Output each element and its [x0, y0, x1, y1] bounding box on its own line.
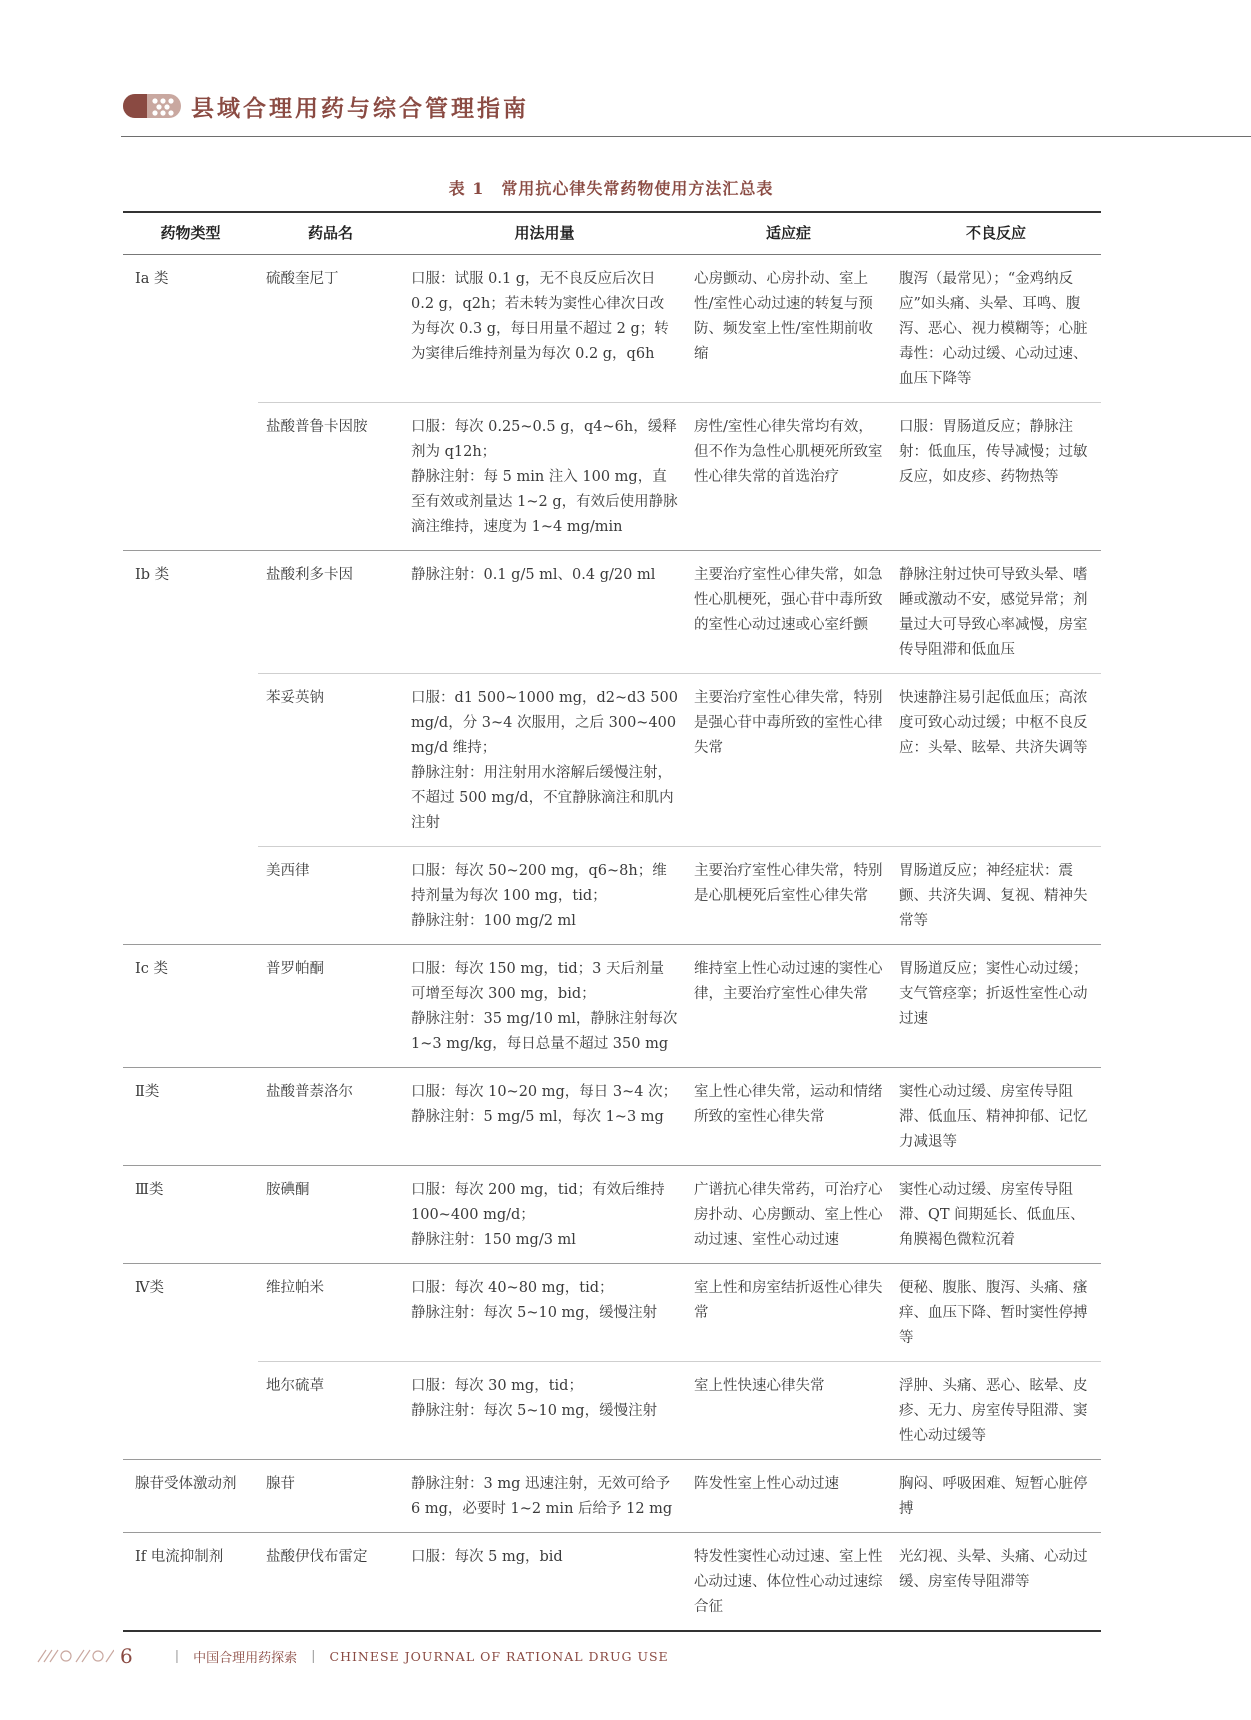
adverse-cell: 静脉注射过快可导致头晕、嗜睡或激动不安，感觉异常；剂量过大可导致心率减慢，房室传导阻滞和低血压 — [891, 551, 1101, 674]
indication-cell: 阵发性室上性心动过速 — [686, 1460, 891, 1533]
indication-cell: 房性/室性心律失常均有效，但不作为急性心肌梗死所致室性心律失常的首选治疗 — [686, 403, 891, 551]
indication-cell: 广谱抗心律失常药，可治疗心房扑动、心房颤动、室上性心动过速、室性心动过速 — [686, 1166, 891, 1264]
table-row — [123, 403, 1101, 551]
drug-name-cell: 苯妥英钠 — [258, 674, 403, 847]
header-title: 县域合理用药与综合管理指南 — [191, 94, 529, 122]
table-row — [123, 1264, 1101, 1362]
table-row — [123, 847, 1101, 945]
drug-name-cell: 盐酸普萘洛尔 — [258, 1068, 403, 1166]
adverse-cell: 口服：胃肠道反应；静脉注射：低血压，传导减慢；过敏反应，如皮疹、药物热等 — [891, 403, 1101, 551]
column-header-indication: 适应症 — [686, 212, 891, 255]
dosage-cell: 静脉注射：0.1 g/5 ml、0.4 g/20 ml — [403, 551, 686, 674]
drug-name-cell: 盐酸普鲁卡因胺 — [258, 403, 403, 551]
dosage-cell: 口服：试服 0.1 g，无不良反应后次日 0.2 g，q2h；若未转为窦性心律次日改为每次 0.3 g，每日用量不超过 2 g；转为窦律后维持剂量为每次 0.2 g，q6h — [403, 255, 686, 403]
indication-cell: 室上性和房室结折返性心律失常 — [686, 1264, 891, 1362]
adverse-cell: 光幻视、头晕、头痛、心动过缓、房室传导阻滞等 — [891, 1533, 1101, 1632]
drug-name-cell: 维拉帕米 — [258, 1264, 403, 1362]
indication-cell: 主要治疗室性心律失常，特别是强心苷中毒所致的室性心律失常 — [686, 674, 891, 847]
page-number: 6 — [120, 1644, 133, 1668]
adverse-cell: 窦性心动过缓、房室传导阻滞、QT 间期延长、低血压、角膜褐色微粒沉着 — [891, 1166, 1101, 1264]
dosage-cell: 口服：d1 500~1000 mg，d2~d3 500 mg/d，分 3~4 次服用，之后 300~400 mg/d 维持； 静脉注射：用注射用水溶解后缓慢注射，不超过 500 mg/d，不宜静脉滴注和肌内注射 — [403, 674, 686, 847]
table-row — [123, 551, 1101, 674]
running-header — [121, 88, 529, 124]
table-caption: 表 1 常用抗心律失常药物使用方法汇总表 — [448, 179, 774, 198]
drug-type-cell: 腺苷受体激动剂 — [123, 1460, 258, 1533]
adverse-cell: 腹泻（最常见）；“金鸡纳反应”如头痛、头晕、耳鸣、腹泻、恶心、视力模糊等；心脏毒性：心动过缓、心动过速、血压下降等 — [891, 255, 1101, 403]
drug-name-cell: 腺苷 — [258, 1460, 403, 1533]
indication-cell: 主要治疗室性心律失常，如急性心肌梗死，强心苷中毒所致的室性心动过速或心室纤颤 — [686, 551, 891, 674]
indication-cell: 特发性窦性心动过速、室上性心动过速、体位性心动过速综合征 — [686, 1533, 891, 1632]
adverse-cell: 快速静注易引起低血压；高浓度可致心动过缓；中枢不良反应：头晕、眩晕、共济失调等 — [891, 674, 1101, 847]
drug-type-cell: If 电流抑制剂 — [123, 1533, 258, 1632]
drug-name-cell: 普罗帕酮 — [258, 945, 403, 1068]
drug-type-cell: Ⅰa 类 — [123, 255, 258, 551]
drug-type-cell: Ⅳ类 — [123, 1264, 258, 1460]
header-divider — [121, 136, 1251, 137]
dosage-cell: 口服：每次 10~20 mg，每日 3~4 次； 静脉注射：5 mg/5 ml，每次 1~3 mg — [403, 1068, 686, 1166]
table-row — [123, 1533, 1101, 1632]
adverse-cell: 胃肠道反应；窦性心动过缓；支气管痉挛；折返性室性心动过速 — [891, 945, 1101, 1068]
table-row — [123, 1068, 1101, 1166]
table-row — [123, 1166, 1101, 1264]
drug-type-cell: Ⅰb 类 — [123, 551, 258, 945]
column-header-type: 药物类型 — [123, 212, 258, 255]
adverse-cell: 浮肿、头痛、恶心、眩晕、皮疹、无力、房室传导阻滞、窦性心动过缓等 — [891, 1362, 1101, 1460]
adverse-cell: 胃肠道反应；神经症状：震颤、共济失调、复视、精神失常等 — [891, 847, 1101, 945]
journal-name-cn: 中国合理用药探索 — [193, 1650, 298, 1666]
drug-type-cell: Ⅱ类 — [123, 1068, 258, 1166]
drug-type-cell: Ⅲ类 — [123, 1166, 258, 1264]
adverse-cell: 便秘、腹胀、腹泻、头痛、瘙痒、血压下降、暂时窦性停搏等 — [891, 1264, 1101, 1362]
table-header-row — [123, 212, 1101, 255]
journal-name-en: CHINESE JOURNAL OF RATIONAL DRUG USE — [329, 1648, 669, 1664]
indication-cell: 主要治疗室性心律失常，特别是心肌梗死后室性心律失常 — [686, 847, 891, 945]
table-row — [123, 255, 1101, 403]
footer-separator: | — [174, 1648, 180, 1664]
indication-cell: 室上性心律失常，运动和情绪所致的室性心律失常 — [686, 1068, 891, 1166]
table-row — [123, 1362, 1101, 1460]
column-header-adverse: 不良反应 — [891, 212, 1101, 255]
drug-name-cell: 盐酸利多卡因 — [258, 551, 403, 674]
drug-name-cell: 胺碘酮 — [258, 1166, 403, 1264]
indication-cell: 心房颤动、心房扑动、室上性/室性心动过速的转复与预防、频发室上性/室性期前收缩 — [686, 255, 891, 403]
dosage-cell: 口服：每次 5 mg，bid — [403, 1533, 686, 1632]
dosage-cell: 口服：每次 150 mg，tid；3 天后剂量可增至每次 300 mg，bid； 静脉注射：35 mg/10 ml，静脉注射每次 1~3 mg/kg，每日总量不超过 350 mg — [403, 945, 686, 1068]
dosage-cell: 口服：每次 50~200 mg，q6~8h；维持剂量为每次 100 mg，tid； 静脉注射：100 mg/2 ml — [403, 847, 686, 945]
indication-cell: 室上性快速心律失常 — [686, 1362, 891, 1460]
table-row — [123, 1460, 1101, 1533]
drug-type-cell: Ⅰc 类 — [123, 945, 258, 1068]
table-row — [123, 945, 1101, 1068]
footer-separator: | — [311, 1648, 316, 1664]
dosage-cell: 静脉注射：3 mg 迅速注射，无效可给予 6 mg，必要时 1~2 min 后给予 12 mg — [403, 1460, 686, 1533]
drug-name-cell: 美西律 — [258, 847, 403, 945]
dosage-cell: 口服：每次 200 mg，tid；有效后维持 100~400 mg/d； 静脉注射：150 mg/3 ml — [403, 1166, 686, 1264]
indication-cell: 维持室上性心动过速的窦性心律，主要治疗室性心律失常 — [686, 945, 891, 1068]
dosage-cell: 口服：每次 0.25~0.5 g，q4~6h，缓释剂为 q12h； 静脉注射：每 5 min 注入 100 mg，直至有效或剂量达 1~2 g，有效后使用静脉滴注维持，速度为 1~4 mg/min — [403, 403, 686, 551]
drug-name-cell: 地尔硫䓬 — [258, 1362, 403, 1460]
column-header-dosage: 用法用量 — [403, 212, 686, 255]
drug-table — [123, 211, 1101, 1632]
pill-logo-icon — [121, 89, 183, 123]
drug-name-cell: 盐酸伊伐布雷定 — [258, 1533, 403, 1632]
drug-name-cell: 硫酸奎尼丁 — [258, 255, 403, 403]
page-footer — [36, 1644, 669, 1668]
adverse-cell: 窦性心动过缓、房室传导阻滞、低血压、精神抑郁、记忆力减退等 — [891, 1068, 1101, 1166]
table-row — [123, 674, 1101, 847]
adverse-cell: 胸闷、呼吸困难、短暂心脏停搏 — [891, 1460, 1101, 1533]
dosage-cell: 口服：每次 40~80 mg，tid； 静脉注射：每次 5~10 mg，缓慢注射 — [403, 1264, 686, 1362]
dosage-cell: 口服：每次 30 mg，tid； 静脉注射：每次 5~10 mg，缓慢注射 — [403, 1362, 686, 1460]
column-header-drug: 药品名 — [258, 212, 403, 255]
decorative-pattern-icon — [36, 1647, 114, 1665]
